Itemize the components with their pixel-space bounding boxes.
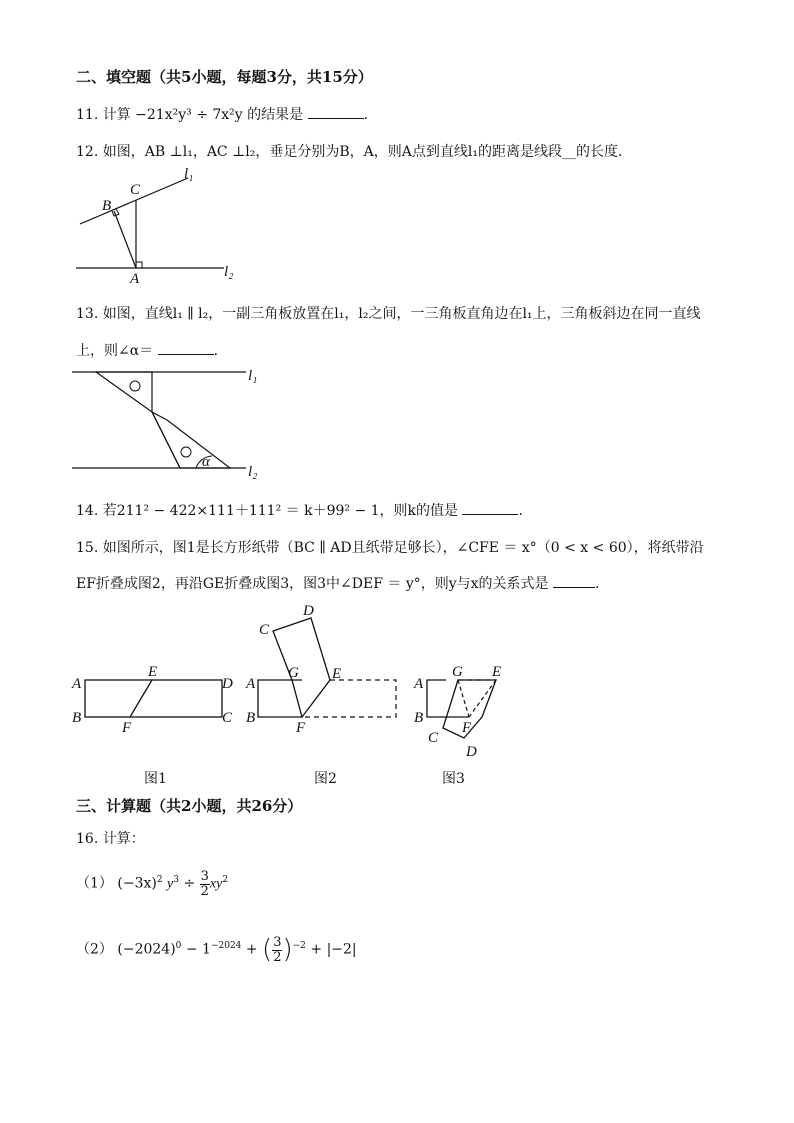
fraction-denominator: 2 — [273, 949, 282, 965]
fig2-label-g: G — [288, 665, 299, 681]
label-b: B — [102, 198, 112, 214]
answer-blank — [553, 575, 595, 588]
question-text: EF折叠成图2，再沿GE折叠成图3，图3中∠DEF ＝ y°，则y与x的关系式是 — [76, 576, 549, 592]
label-alpha: α — [202, 454, 210, 470]
period: ． — [595, 576, 610, 592]
answer-blank — [158, 342, 214, 355]
plus-sign: + — [245, 941, 258, 958]
exp-a: 2 — [156, 875, 163, 885]
fig1-fold-ef — [130, 680, 152, 717]
triangle-ruler-top — [96, 372, 152, 412]
period: ． — [518, 503, 533, 519]
segment-ab — [114, 211, 136, 268]
question-number: 16. — [76, 831, 99, 847]
section-title-calculation: 三、计算题（共2小题，共26分） — [76, 797, 303, 815]
question-text: 如图，AB ⊥l₁，AC ⊥l₂，垂足分别为B，A，则A点到直线l₁的距离是线段__的长度． — [102, 144, 632, 160]
question-13-line2 — [76, 340, 228, 360]
period: ． — [213, 343, 228, 359]
part-label: （2） — [76, 941, 113, 958]
fig1-label-c: C — [222, 710, 233, 726]
answer-blank — [462, 502, 518, 515]
question-15-line1 — [76, 537, 704, 557]
fig2-label-c: C — [259, 622, 270, 638]
fig1-label-d: D — [222, 676, 233, 692]
fig3-strip-left — [427, 680, 446, 717]
question-16-part2 — [76, 924, 357, 972]
expression: −21x²y³ ÷ 7x²y — [135, 107, 243, 123]
section-title-fill-in: 二、填空题（共5小题，每题3分，共15分） — [76, 68, 373, 86]
caption-fig2: 图2 — [314, 771, 337, 787]
question-number: 15. — [76, 540, 99, 556]
fraction-numerator: 3 — [200, 868, 209, 884]
exp-c: 2 — [222, 875, 229, 885]
triangle-ruler-bottom — [152, 412, 230, 468]
fig1-label-a: A — [72, 676, 82, 692]
label-a: A — [130, 271, 140, 284]
exp-b: 3 — [173, 875, 179, 885]
right-paren: ) — [282, 934, 293, 965]
left-paren: ( — [262, 934, 273, 965]
fig1-label-e: E — [148, 664, 158, 680]
question-number: 14. — [76, 503, 99, 519]
q12-figure — [68, 166, 248, 284]
hypotenuse-line — [152, 412, 180, 468]
fig1-strip — [85, 680, 222, 717]
exp-a: 0 — [175, 941, 182, 951]
fig3-label-f: F — [462, 720, 472, 736]
caption-fig3: 图3 — [442, 771, 465, 787]
absolute-value: |−2| — [326, 941, 357, 958]
fig2-strip-left — [258, 680, 302, 717]
ruler-hole-bottom — [181, 447, 191, 457]
fig1-label-b: B — [72, 710, 82, 726]
fig3-label-b: B — [414, 710, 424, 726]
term-a: (−3x) — [117, 875, 157, 892]
period: . — [363, 107, 369, 123]
fraction-3-2 — [272, 936, 282, 964]
operator-divide: ÷ — [183, 875, 196, 892]
question-text: 上，则∠α＝ — [76, 343, 154, 359]
fig3-dashed-ef — [469, 680, 496, 717]
fig3-label-a: A — [414, 676, 424, 692]
question-text: 如图所示，图1是长方形纸带（BC ∥ AD且纸带足够长），∠CFE ＝ x°（0 < x < 60），将纸带沿 — [102, 540, 704, 556]
question-13-line1 — [76, 303, 701, 323]
plus-sign: + — [310, 941, 323, 958]
term-b: − 1 — [185, 941, 211, 958]
question-text: 如图，直线l₁ ∥ l₂，一副三角板放置在l₁，l₂之间，一三角板直角边在l₁上，三角板斜边在同一直线 — [102, 306, 701, 322]
question-text: 若211² − 422×111＋111² ＝ k＋99² − 1，则k的值是 — [102, 503, 459, 519]
fig2-label-e: E — [332, 666, 342, 682]
question-number: 13. — [76, 306, 99, 322]
label-l2: l₂ — [224, 264, 234, 280]
question-16 — [76, 828, 145, 848]
fig3-label-e: E — [492, 664, 502, 680]
label-l1: l₁ — [184, 166, 194, 182]
fig3-label-g: G — [452, 664, 463, 680]
fig3-label-d: D — [466, 744, 477, 760]
fig2-label-f: F — [296, 720, 306, 736]
fraction-3-2 — [200, 870, 210, 898]
ruler-hole-top — [130, 381, 140, 391]
question-number: 12. — [76, 144, 99, 160]
fig1-label-f: F — [122, 720, 132, 736]
exp-b: −2024 — [210, 941, 242, 951]
label-l2: l₂ — [248, 464, 258, 480]
question-15-line2 — [76, 573, 609, 593]
label-l1: l₁ — [248, 368, 258, 384]
exp-fraction: −2 — [292, 941, 306, 951]
fraction-denominator: 2 — [200, 883, 209, 899]
question-text: 计算 — [102, 107, 131, 123]
q13-figure — [68, 362, 268, 484]
label-c: C — [130, 182, 141, 198]
fig2-label-a: A — [246, 676, 256, 692]
term-c: xy — [209, 876, 223, 892]
term-a: (−2024) — [117, 941, 176, 958]
question-16-part1 — [76, 860, 228, 905]
fig2-label-b: B — [246, 710, 256, 726]
answer-blank — [308, 106, 364, 119]
fig3-dashed-gf — [458, 680, 469, 717]
question-12 — [76, 141, 632, 161]
fig3-label-c: C — [428, 730, 439, 746]
term-b: y — [167, 876, 174, 892]
fraction-numerator: 3 — [273, 934, 282, 950]
part-label: （1） — [76, 875, 113, 892]
question-number: 11. — [76, 107, 99, 123]
right-angle-mark-a — [136, 262, 142, 268]
question-14 — [76, 500, 532, 520]
fig2-folded-flap — [273, 618, 330, 717]
q15-figures — [66, 598, 526, 794]
question-text: 的结果是 — [247, 107, 304, 123]
fig2-label-d: D — [303, 603, 314, 619]
caption-fig1: 图1 — [144, 771, 167, 787]
question-11 — [76, 104, 368, 124]
question-text: 计算： — [102, 831, 145, 847]
